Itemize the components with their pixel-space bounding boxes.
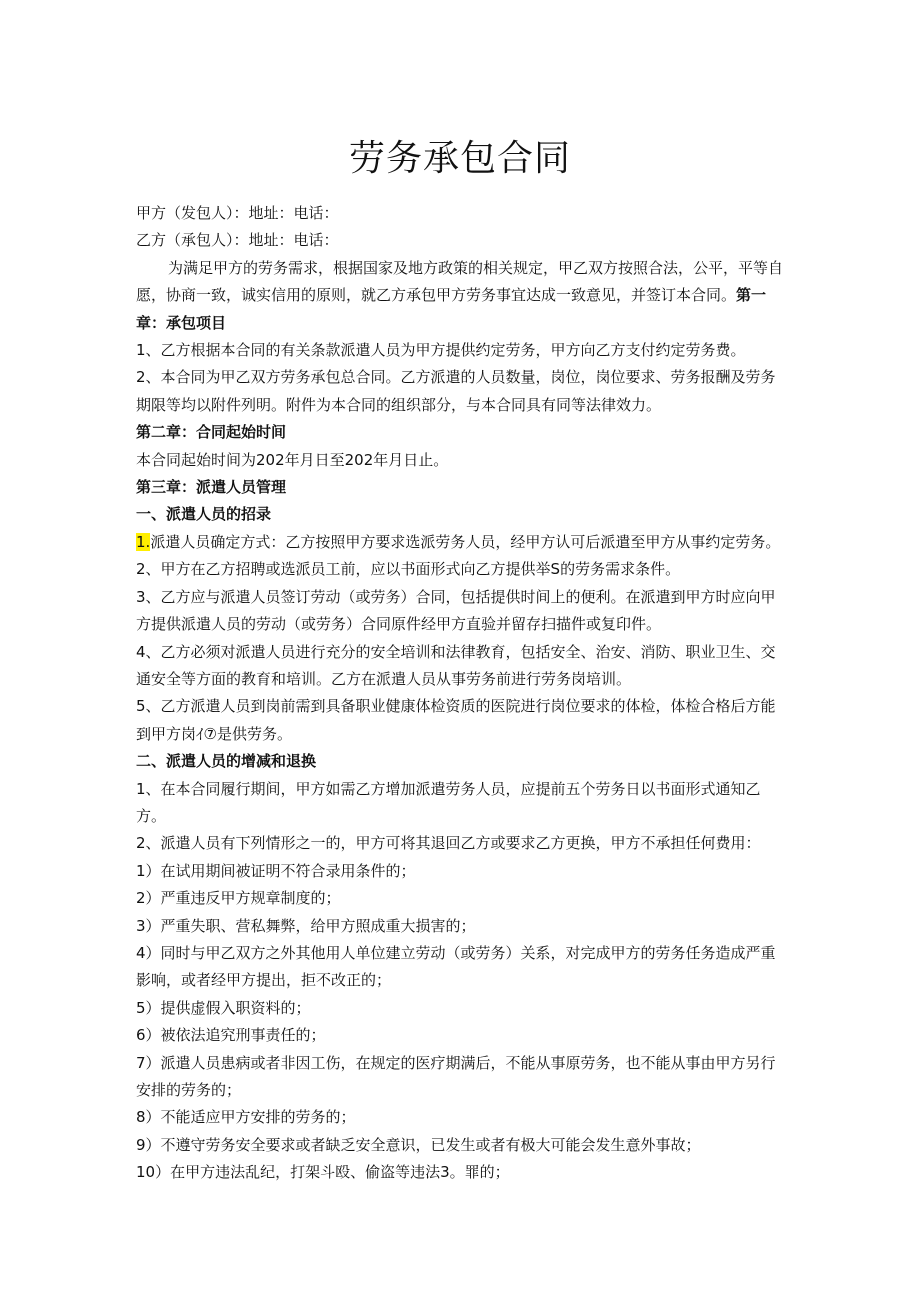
chapter1-heading: 第一章：承包项目 (136, 286, 767, 332)
section2-sub-10: 10）在甲方违法乱纪，打架斗殴、偷盗等违法3。罪的； (136, 1163, 510, 1182)
highlighted-number: 1. (136, 532, 151, 551)
section2-sub-4: 4）同时与甲乙双方之外其他用人单位建立劳动（或劳务）关系，对完成甲方的劳务任务造成严重影响，或者经甲方提出，拒不改正的； (136, 943, 776, 990)
party-b-line: 乙方（承包人）：地址：电话： (136, 231, 339, 250)
section2-sub-8: 8）不能适应甲方安排的劳务的； (136, 1108, 356, 1127)
section1-item-5: 5、乙方派遣人员到岗前需到具备职业健康体检资质的医院进行岗位要求的体检，体检合格后方能到甲方岗ｲ⑦是供劳务。 (136, 697, 776, 743)
document-title: 劳务承包合同 (348, 138, 571, 179)
section2-sub-9: 9）不遵守劳务安全要求或者缺乏安全意识，已发生或者有极大可能会发生意外事故； (136, 1135, 701, 1154)
chapter1-item-2: 2、本合同为甲乙双方劳务承包总合同。乙方派遣的人员数量，岗位，岗位要求、劳务报酬及劳务期限等均以附件列明。附件为本合同的组织部分，与本合同具有同等法律效力。 (136, 368, 776, 414)
section1-item-2: 2、甲方在乙方招聘或选派员工前，应以书面形式向乙方提供举S的劳务需求条件。 (136, 560, 681, 579)
chapter1-item-1: 1、乙方根据本合同的有关条款派遣人员为甲方提供约定劳务，甲方向乙方支付约定劳务费。 (136, 341, 746, 360)
section1-item-1-text: 派遣人员确定方式：乙方按照甲方要求选派劳务人员，经甲方认可后派遣至甲方从事约定劳务。 (150, 532, 781, 551)
section2-sub-7: 7）派遣人员患病或者非因工伤，在规定的医疗期满后，不能从事原劳务，也不能从事由甲方另行安排的劳务的； (136, 1053, 776, 1099)
chapter2-text: 本合同起始时间为202年月日至202年月日止。 (136, 450, 449, 469)
section1-heading: 一、派遣人员的招录 (136, 505, 272, 524)
section2-sub-6: 6）被依法追究刑事责任的； (136, 1026, 326, 1045)
section2-sub-3: 3）严重失职、营私舞弊，给甲方照成重大损害的； (136, 916, 476, 935)
chapter3-heading: 第三章：派遣人员管理 (136, 478, 287, 497)
section2-sub-1: 1）在试用期间被证明不符合录用条件的； (136, 861, 416, 880)
section1-item-3: 3、乙方应与派遣人员签订劳动（或劳务）合同，包括提供时间上的便利。在派遣到甲方时应向甲方提供派遣人员的劳动（或劳务）合同原件经甲方直验并留存扫描件或复印件。 (136, 587, 776, 634)
chapter2-heading: 第二章：合同起始时间 (136, 423, 287, 442)
section2-item-1: 1、在本合同履行期间，甲方如需乙方增加派遣劳务人员，应提前五个劳务日以书面形式通知乙方。 (136, 779, 761, 825)
section2-item-2: 2、派遣人员有下列情形之一的，甲方可将其退回乙方或要求乙方更换，甲方不承担任何费用： (136, 834, 761, 853)
party-a-line: 甲方（发包人）：地址：电话： (136, 204, 339, 222)
preamble-text: 为满足甲方的劳务需求，根据国家及地方政策的相关规定，甲乙双方按照合法，公平，平等自愿，协商一致，诚实信用的原则，就乙方承包甲方劳务事宜达成一致意见，并签订本合同。 (136, 258, 784, 305)
section2-sub-2: 2）严重违反甲方规章制度的； (136, 889, 341, 908)
contract-page (136, 132, 784, 1187)
section2-sub-5: 5）提供虚假入职资料的； (136, 998, 311, 1017)
section1-item-4: 4、乙方必须对派遣人员进行充分的安全培训和法律教育，包括安全、治安、消防、职业卫生、交通安全等方面的教育和培训。乙方在派遣人员从事劳务前进行劳务岗培训。 (136, 642, 776, 688)
preamble-paragraph (136, 255, 784, 337)
section2-heading: 二、派遣人员的增减和退换 (136, 752, 317, 771)
section1-item-1 (136, 529, 784, 556)
